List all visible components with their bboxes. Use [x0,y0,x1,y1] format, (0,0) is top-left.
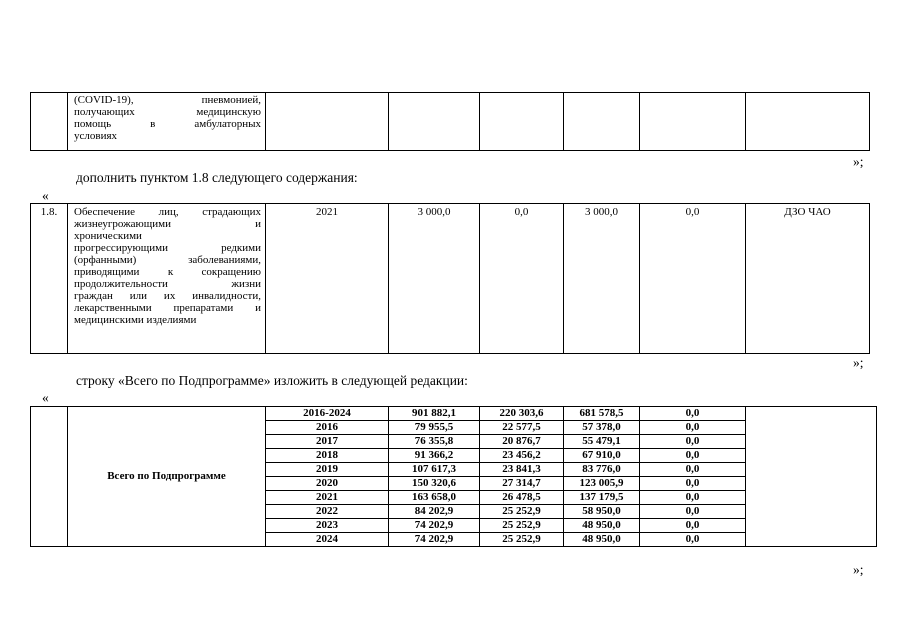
description-line: лекарственными препаратами и [74,302,261,314]
totals-district-cell: 57 378,0 [564,421,640,435]
row-1-8-description [68,204,266,354]
cell-num [31,93,68,151]
totals-total-cell: 84 202,9 [389,505,480,519]
description-line: (COVID-19), пневмонией, [74,94,261,106]
totals-federal-cell: 220 303,6 [480,407,564,421]
row-1-8-executor: ДЗО ЧАО [746,204,870,354]
description-line: (орфанными) заболеваниями, [74,254,261,266]
totals-other-cell: 0,0 [640,505,746,519]
row-1-8-other: 0,0 [640,204,746,354]
close-quote-3: »; [853,562,864,577]
totals-other-cell: 0,0 [640,407,746,421]
description-line: продолжительности жизни [74,278,261,290]
totals-total-cell: 91 366,2 [389,449,480,463]
description-line: приводящими к сокращению [74,266,261,278]
totals-district-cell: 83 776,0 [564,463,640,477]
description-line: Обеспечение лиц, страдающих [74,206,261,218]
description-line: прогрессирующими редкими [74,242,261,254]
totals-executor-cell [746,407,877,547]
totals-year-cell: 2016-2024 [266,407,389,421]
totals-year-cell: 2022 [266,505,389,519]
totals-federal-cell: 20 876,7 [480,435,564,449]
description-line: жизнеугрожающими и [74,218,261,230]
totals-federal-cell: 26 478,5 [480,491,564,505]
description-line: помощь в амбулаторных [74,118,261,130]
description-line: граждан или их инвалидности, [74,290,261,302]
table-row-1-8 [30,203,870,354]
totals-year-cell: 2017 [266,435,389,449]
description-line: хроническими [74,230,142,242]
table-continuation [30,92,870,151]
totals-district-cell: 48 950,0 [564,533,640,547]
totals-district-cell: 67 910,0 [564,449,640,463]
totals-other-cell: 0,0 [640,463,746,477]
totals-federal-cell: 23 456,2 [480,449,564,463]
totals-label: Всего по Подпрограмме [68,407,266,547]
row-1-8-total: 3 000,0 [389,204,480,354]
totals-federal-cell: 25 252,9 [480,533,564,547]
cell-district [564,93,640,151]
row-1-8-num: 1.8. [31,204,68,354]
totals-year-cell: 2019 [266,463,389,477]
description-line: медицинскими изделиями [74,314,197,326]
totals-other-cell: 0,0 [640,491,746,505]
totals-other-cell: 0,0 [640,449,746,463]
cell-total [389,93,480,151]
description-line: получающих медицинскую [74,106,261,118]
totals-total-cell: 150 320,6 [389,477,480,491]
totals-num-cell [31,407,68,547]
totals-district-cell: 58 950,0 [564,505,640,519]
totals-total-cell: 74 202,9 [389,519,480,533]
instruction-add-item: дополнить пунктом 1.8 следующего содержания: [76,170,358,185]
row-1-8-year: 2021 [266,204,389,354]
totals-federal-cell: 23 841,3 [480,463,564,477]
totals-district-cell: 123 005,9 [564,477,640,491]
totals-total-cell: 74 202,9 [389,533,480,547]
totals-year-cell: 2024 [266,533,389,547]
close-quote-1: »; [853,154,864,169]
totals-other-cell: 0,0 [640,435,746,449]
cell-federal [480,93,564,151]
totals-year-cell: 2023 [266,519,389,533]
cell-description [68,93,266,151]
totals-year-cell: 2020 [266,477,389,491]
totals-district-cell: 55 479,1 [564,435,640,449]
totals-federal-cell: 27 314,7 [480,477,564,491]
totals-year-cell: 2018 [266,449,389,463]
totals-total-cell: 163 658,0 [389,491,480,505]
open-quote-1: « [42,188,49,203]
cell-executor [746,93,870,151]
cell-year [266,93,389,151]
description-line: условиях [74,130,118,142]
totals-total-cell: 76 355,8 [389,435,480,449]
table-totals [30,406,877,547]
close-quote-2: »; [853,355,864,370]
totals-other-cell: 0,0 [640,533,746,547]
totals-federal-cell: 25 252,9 [480,505,564,519]
totals-total-cell: 901 882,1 [389,407,480,421]
totals-federal-cell: 25 252,9 [480,519,564,533]
totals-other-cell: 0,0 [640,421,746,435]
totals-federal-cell: 22 577,5 [480,421,564,435]
totals-year-cell: 2021 [266,491,389,505]
totals-district-cell: 681 578,5 [564,407,640,421]
open-quote-2: « [42,390,49,405]
row-1-8-federal: 0,0 [480,204,564,354]
instruction-replace-total: строку «Всего по Подпрограмме» изложить в следующей редакции: [76,373,468,388]
totals-district-cell: 48 950,0 [564,519,640,533]
cell-other [640,93,746,151]
totals-total-cell: 107 617,3 [389,463,480,477]
totals-total-cell: 79 955,5 [389,421,480,435]
totals-year-cell: 2016 [266,421,389,435]
row-1-8-district: 3 000,0 [564,204,640,354]
totals-district-cell: 137 179,5 [564,491,640,505]
table-row [31,407,877,421]
totals-other-cell: 0,0 [640,477,746,491]
totals-other-cell: 0,0 [640,519,746,533]
